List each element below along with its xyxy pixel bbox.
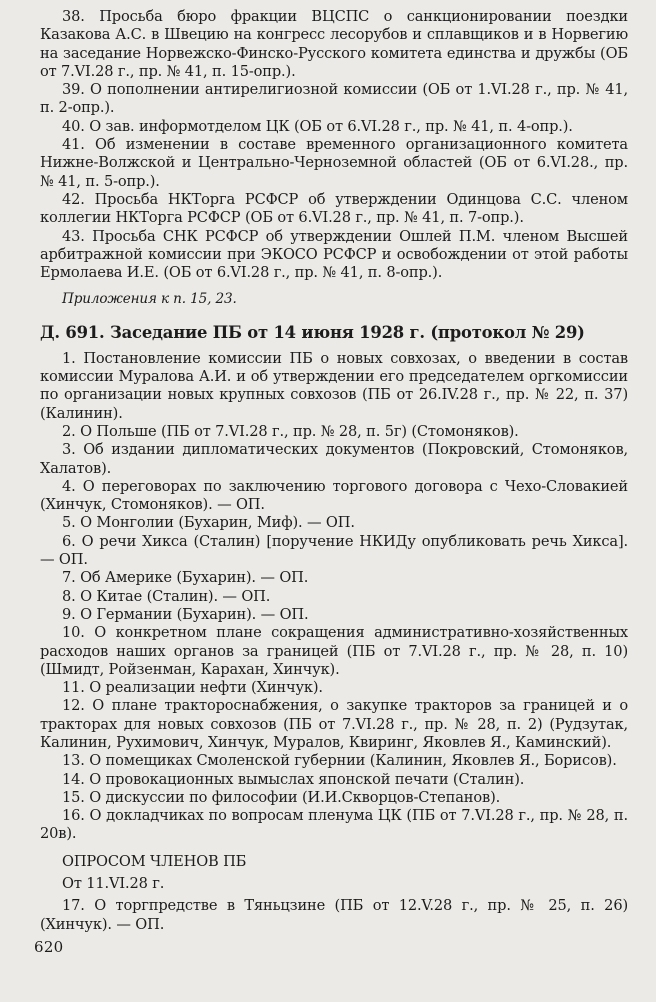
items-top xyxy=(40,8,628,282)
item-42: 42. Просьба НКТорга РСФСР об утверждении Одинцова С.С. членом коллегии НКТорга РСФСР (ОБ от 6.VI.28 г., пр. № 41, п. 7-опр.). xyxy=(40,190,628,227)
item-40: 40. О зав. информотделом ЦК (ОБ от 6.VI.28 г., пр. № 41, п. 4-опр.). xyxy=(62,117,573,135)
item-8: 8. О Китае (Сталин). — ОП. xyxy=(62,587,271,605)
item-5: 5. О Монголии (Бухарин, Миф). — ОП. xyxy=(62,514,355,532)
item-39: 39. О пополнении антирелигиозной комиссии (ОБ от 1.VI.28 г., пр. № 41, п. 2-опр.). xyxy=(40,81,628,117)
item-3: 3. Об издании дипломатических документов (Покровский, Стомоняков, Халатов). xyxy=(40,441,628,477)
appendix-note: Приложения к п. 15, 23. xyxy=(62,291,237,308)
item-4: 4. О переговорах по заключению торгового договора с Чехо-Словакией (Хинчук, Стомоняков). — ОП. xyxy=(40,477,628,514)
section-heading: Д. 691. Заседание ПБ от 14 июня 1928 г. (протокол № 29) xyxy=(40,322,585,342)
item-17: 17. О торгпредстве в Тяньцзине (ПБ от 12.V.28 г., пр. № 25, п. 26) (Хинчук). — ОП. xyxy=(40,897,628,933)
item-11: 11. О реализации нефти (Хинчук). xyxy=(62,679,323,697)
items-main xyxy=(40,350,628,844)
item-41: 41. Об изменении в составе временного организационного комитета Нижне-Волжской и Центрально-Черноземной областей (ОБ от 6.VI.28., пр. № 41, п. 5-опр.). xyxy=(40,136,628,190)
item-14: 14. О провокационных вымыслах японской печати (Сталин). xyxy=(62,770,525,788)
item-6: 6. О речи Хикса (Сталин) [поручение НКИДу опубликовать речь Хикса]. — ОП. xyxy=(40,532,628,569)
item-10: 10. О конкретном плане сокращения административно-хозяйственных расходов наших органов за границей (ПБ от 7.VI.28 г., пр. № 28, п. 10) (Шмидт, Ройзенман, Карахан, Хинчук). xyxy=(40,624,628,678)
item-38: 38. Просьба бюро фракции ВЦСПС о санкционировании поездки Казакова А.С. в Швецию на конгресс лесорубов и сплавщиков и в Норвегию на заседание Норвежско-Финско-Русского комитета единства и дружбы (ОБ от 7.VI.28 г., пр. № 41, п. 15-опр.). xyxy=(40,8,628,80)
item-15: 15. О дискуссии по философии (И.И.Скворцов-Степанов). xyxy=(62,788,501,806)
item-43: 43. Просьба СНК РСФСР об утверждении Ошлей П.М. членом Высшей арбитражной комиссии при ЭКОСО РСФСР и освобождении от этой работы Ермолаева И.Е. (ОБ от 6.VI.28 г., пр. № 41, п. 8-опр.). xyxy=(40,227,628,282)
item-1: 1. Постановление комиссии ПБ о новых совхозах, о введении в состав комиссии Муралова А.И. и об утверждении его председателем оргкомиссии по организации новых крупных совхозов (ПБ от 26.IV.28 г., пр. № 22, п. 37) (Калинин). xyxy=(40,349,628,422)
item-9: 9. О Германии (Бухарин). — ОП. xyxy=(62,605,309,623)
page-number: 620 xyxy=(34,938,64,956)
item-7: 7. Об Америке (Бухарин). — ОП. xyxy=(62,569,309,587)
item-13: 13. О помещиках Смоленской губернии (Калинин, Яковлев Я., Борисов). xyxy=(62,752,617,770)
poll-heading: ОПРОСОМ ЧЛЕНОВ ПБ xyxy=(62,852,247,870)
item-12: 12. О плане трактороснабжения, о закупке тракторов за границей и о тракторах для новых совхозов (ПБ от 7.VI.28 г., пр. № 28, п. 2) (Рудзутак, Калинин, Рухимович, Хинчук, Муралов, Квиринг, Яковлев Я., Каминский). xyxy=(40,697,628,751)
item-2: 2. О Польше (ПБ от 7.VI.28 г., пр. № 28, п. 5г) (Стомоняков). xyxy=(62,422,519,440)
poll-date: От 11.VI.28 г. xyxy=(62,875,165,893)
item-16: 16. О докладчиках по вопросам пленума ЦК (ПБ от 7.VI.28 г., пр. № 28, п. 20в). xyxy=(40,807,628,843)
